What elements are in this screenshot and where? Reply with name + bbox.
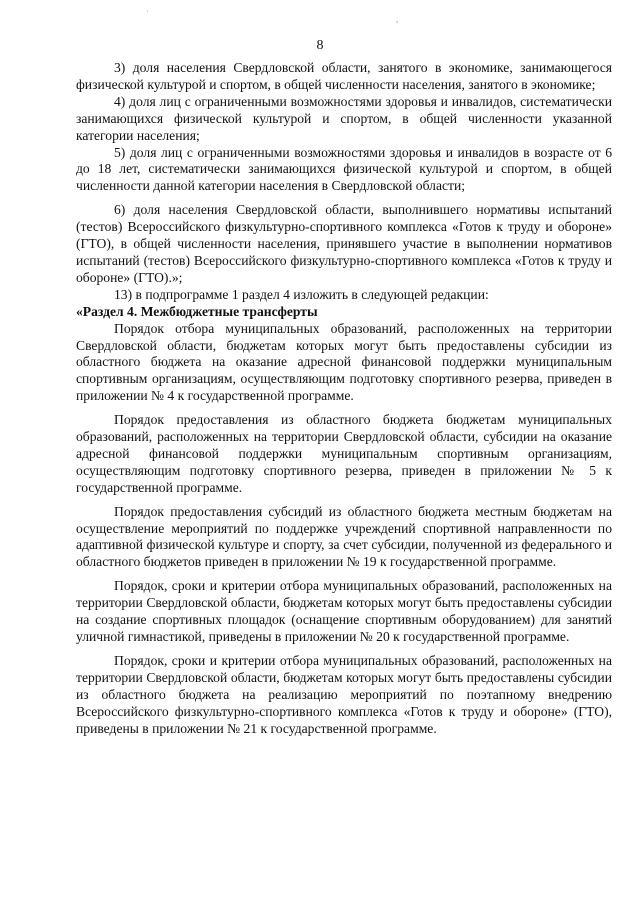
paragraph-item-6: 6) доля населения Свердловской области, выполнившего нормативы испытаний (тестов) Всероссийского физкультурно-спортивного комплекса «Готов к труду и обороне» (ГТО), в общей численности населения, принявшего участие в выполнении нормативов испытаний (тестов) Всероссийского физкультурно-спортивного комплекса «Готов к труду и обороне» (ГТО).»;: [76, 202, 612, 285]
scan-mark: ,: [396, 14, 399, 24]
section-paragraph: Порядок, сроки и критерии отбора муниципальных образований, расположенных на территории Свердловской области, бюджетам которых могут быть предоставлены субсидии из областного бюджета на реализацию мероприятий по поэтапному внедрению Всероссийского физкультурно-спортивного комплекса «Готов к труду и обороне» (ГТО), приведены в приложении № 21 к государственной программе.: [76, 652, 612, 736]
document-body: [76, 60, 612, 737]
section-paragraph: Порядок, сроки и критерии отбора муниципальных образований, расположенных на территории Свердловской области, бюджетам которых могут быть предоставлены субсидии на создание спортивных площадок (оснащение спортивным оборудованием) для занятий уличной гимнастикой, приведены в приложении № 20 к государственной программе.: [76, 578, 612, 644]
section-heading: «Раздел 4. Межбюджетные трансферты: [76, 303, 318, 319]
section-paragraph: Порядок предоставления субсидий из областного бюджета местным бюджетам на осуществление мероприятий по поддержке учреждений спортивной направленности по адаптивной физической культуре и спорту, за счет субсидии, полученной из федерального и областного бюджетов приведен в приложении № 19 к государственной программе.: [76, 503, 612, 570]
section-paragraph: Порядок отбора муниципальных образований, расположенных на территории Свердловской области, бюджетам которых могут быть предоставлены субсидии из областного бюджета на оказание адресной финансовой поддержки муниципальным спортивным организациям, осуществляющим подготовку спортивного резерва, приведен в приложении № 4 к государственной программе.: [76, 320, 612, 404]
paragraph-item-13: 13) в подпрограмме 1 раздел 4 изложить в следующей редакции:: [114, 286, 489, 302]
scan-mark: ˌ: [146, 2, 149, 12]
page-number: 8: [316, 38, 324, 53]
paragraph-item-3: 3) доля населения Свердловской области, занятого в экономике, занимающегося физической культурой и спортом, в общей численности населения, занятого в экономике;: [76, 60, 612, 92]
section-paragraph: Порядок предоставления из областного бюджета бюджетам муниципальных образований, расположенных на территории Свердловской области, субсидии на оказание адресной финансовой поддержки муниципальным спортивным организациям, осуществляющим подготовку спортивного резерва, приведен в приложении № 5 к государственной программе.: [76, 412, 612, 495]
paragraph-item-5: 5) доля лиц с ограниченными возможностями здоровья и инвалидов в возрасте от 6 до 18 лет, систематически занимающихся физической культурой и спортом, в общей численности данной категории населения в Свердловской области;: [76, 144, 612, 194]
paragraph-item-4: 4) доля лиц с ограниченными возможностями здоровья и инвалидов, систематически занимающихся физической культурой и спортом, в общей численности указанной категории населения;: [76, 93, 612, 143]
